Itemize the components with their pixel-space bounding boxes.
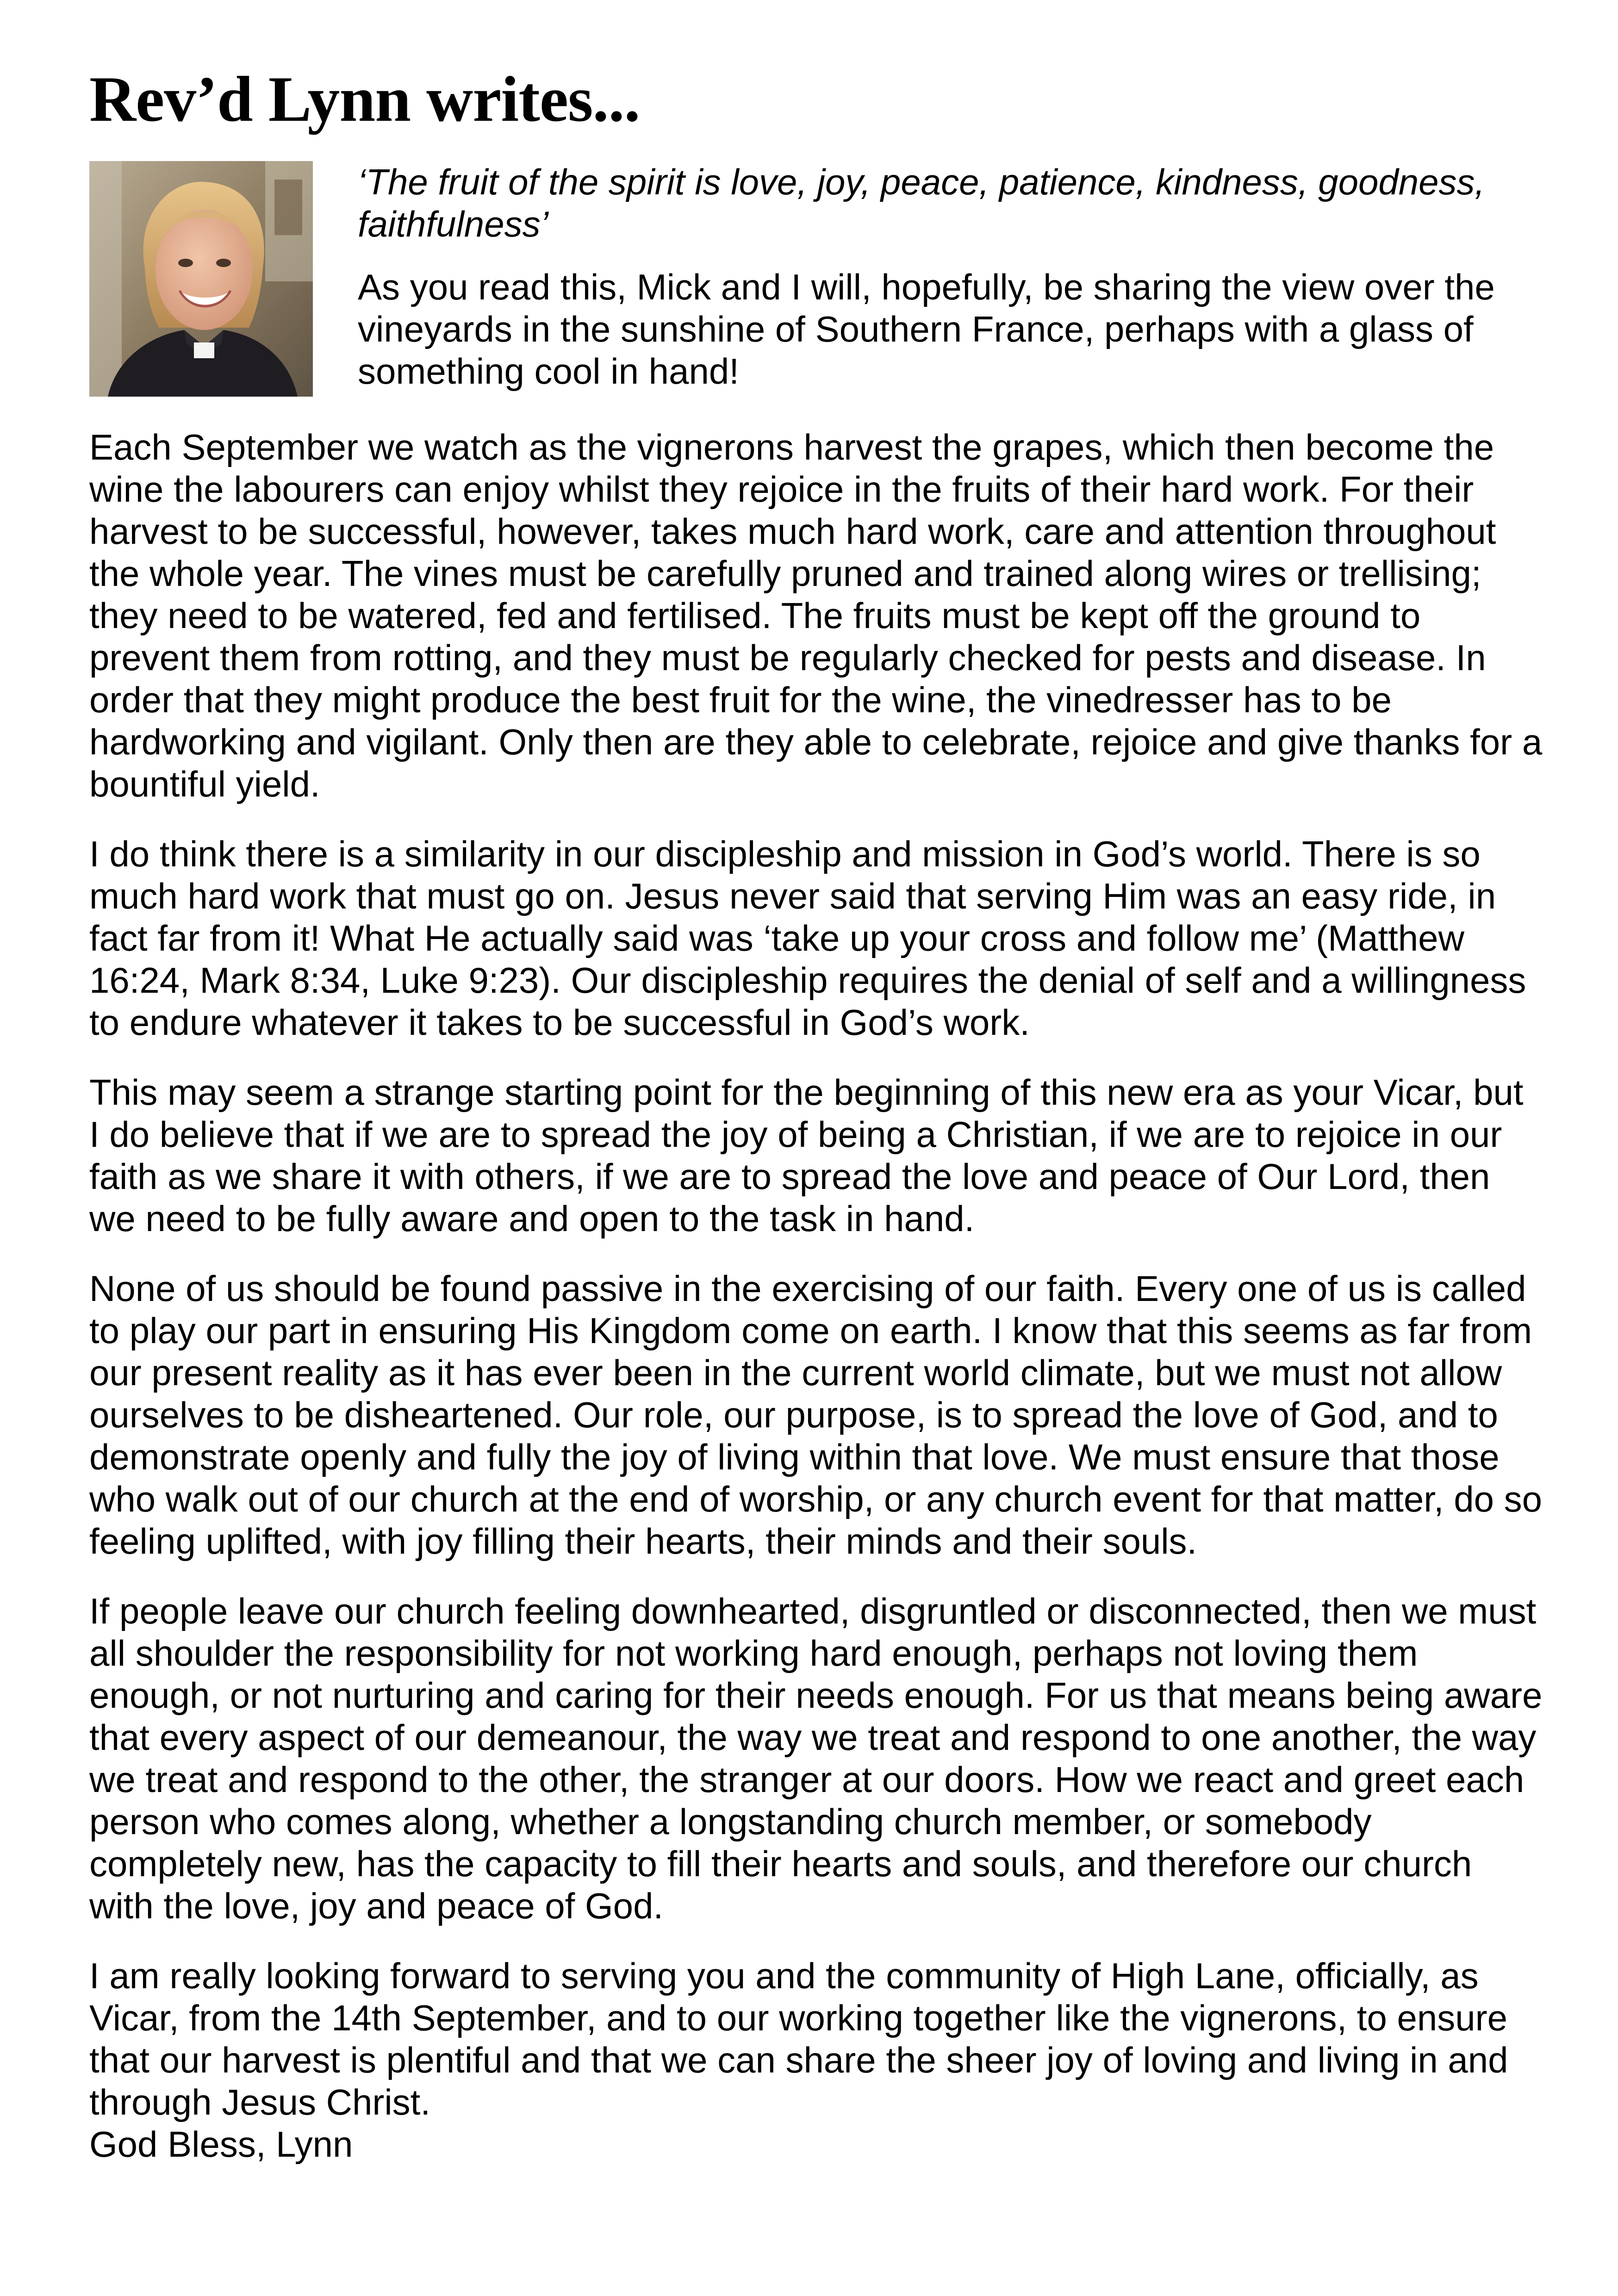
intro-text: [358, 161, 1543, 392]
intro-paragraph: As you read this, Mick and I will, hopefully, be sharing the view over the vineyards in the sunshine of Southern France, perhaps with a glass of something cool in hand!: [358, 267, 1495, 392]
article-body: [89, 426, 1543, 2165]
scripture-quote: ‘The fruit of the spirit is love, joy, peace, patience, kindness, goodness, faithfulness’: [358, 162, 1485, 244]
author-portrait: [89, 161, 313, 397]
body-paragraph: None of us should be found passive in the exercising of our faith. Every one of us is called to play our part in ensuring His Kingdom come on earth. I know that this seems as far from our present reality as it has ever been in the current world climate, but we must not allow ourselves to be disheartened. Our role, our purpose, is to spread the love of God, and to demonstrate openly and fully the joy of living within that love. We must ensure that those who walk out of our church at the end of worship, or any church event for that matter, do so feeling uplifted, with joy filling their hearts, their minds and their souls.: [89, 1268, 1543, 1562]
article-title: Rev’d Lynn writes...: [89, 63, 640, 135]
body-paragraph: I am really looking forward to serving you and the community of High Lane, officially, as Vicar, from the 14th September, and to our working together like the vignerons, to ensure that our harvest is plentiful and that we can share the sheer joy of loving and living in and through Jesus Christ.: [89, 1955, 1508, 2122]
body-paragraph: I do think there is a similarity in our discipleship and mission in God’s world. There is so much hard work that must go on. Jesus never said that serving Him was an easy ride, in fact far from it! What He actually said was ‘take up your cross and follow me’ (Matthew 16:24, Mark 8:34, Luke 9:23). Our discipleship requires the denial of self and a willingness to endure whatever it takes to be successful in God’s work.: [89, 834, 1526, 1043]
body-paragraph: If people leave our church feeling downhearted, disgruntled or disconnected, then we must all shoulder the responsibility for not working hard enough, perhaps not loving them enough, or not nurturing and caring for their needs enough. For us that means being aware that every aspect of our demeanour, the way we treat and respond to one another, the way we treat and respond to the other, the stranger at our doors. How we react and greet each person who comes along, whether a longstanding church member, or somebody completely new, has the capacity to fill their hearts and souls, and therefore our church with the love, joy and peace of God.: [89, 1591, 1543, 1926]
body-paragraph: Each September we watch as the vignerons harvest the grapes, which then become the wine the labourers can enjoy whilst they rejoice in the fruits of their hard work. For their harvest to be successful, however, takes much hard work, care and attention throughout the whole year. The vines must be carefully pruned and trained along wires or trellising; they need to be watered, fed and fertilised. The fruits must be kept off the ground to prevent them from rotting, and they must be regularly checked for pests and disease. In order that they might produce the best fruit for the wine, the vinedresser has to be hardworking and vigilant. Only then are they able to celebrate, rejoice and give thanks for a bountiful yield.: [89, 427, 1543, 804]
signoff: God Bless, Lynn: [89, 2124, 353, 2165]
article-page: [89, 63, 1543, 2165]
body-paragraph: This may seem a strange starting point for the beginning of this new era as your Vicar, but I do believe that if we are to spread the joy of being a Christian, if we are to rejoice in our faith as we share it with others, if we are to spread the love and peace of Our Lord, then we need to be fully aware and open to the task in hand.: [89, 1072, 1524, 1239]
article-intro: [89, 161, 1543, 397]
